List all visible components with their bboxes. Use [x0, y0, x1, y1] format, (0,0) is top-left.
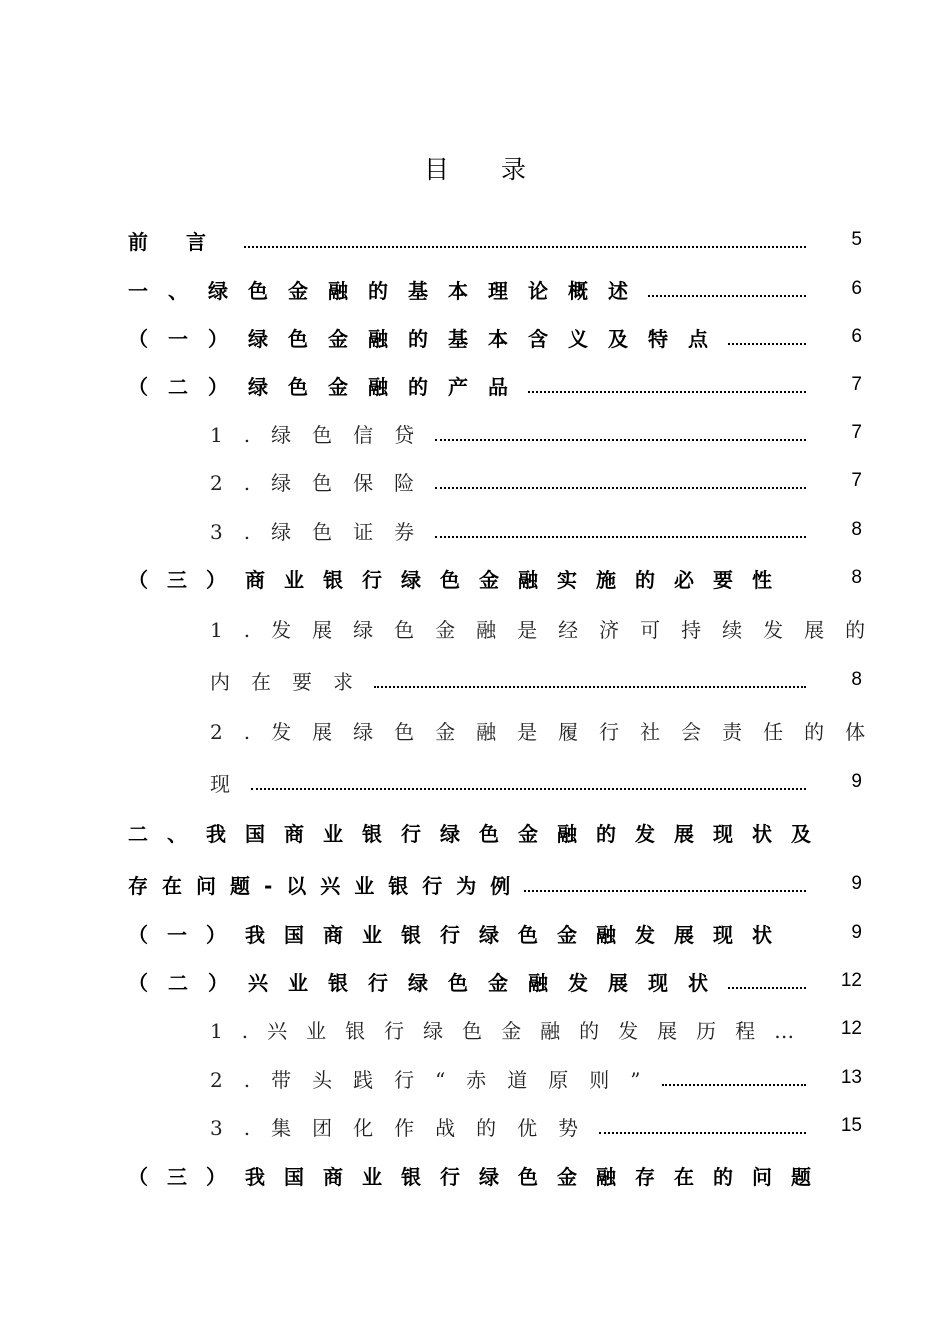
dot-leader: [528, 391, 806, 393]
toc-entry-text: 前言: [128, 229, 244, 254]
toc-entry-text: 1.兴业银行绿色金融的发展历程…: [210, 1018, 814, 1043]
page-title: 目录: [423, 155, 578, 184]
toc-page-number: 7: [851, 422, 862, 443]
toc-page-number: 6: [851, 278, 862, 299]
dot-leader: [251, 788, 806, 790]
dot-leader: [728, 343, 806, 345]
toc-entry-text: （二）兴业银行绿色金融发展现状: [128, 970, 728, 995]
toc-entry[interactable]: [128, 1160, 862, 1190]
toc-entry[interactable]: [210, 418, 862, 448]
toc-entry[interactable]: [210, 1014, 862, 1044]
dot-leader: [524, 890, 806, 892]
toc-entry[interactable]: [210, 665, 862, 695]
toc-page-number: 8: [851, 519, 862, 540]
toc-page-number: 15: [840, 1115, 862, 1136]
toc-page-number: 5: [851, 229, 862, 250]
toc-page-number: 9: [851, 873, 862, 894]
toc-entry[interactable]: [210, 767, 862, 797]
toc-entry-text: （一）我国商业银行绿色金融发展现状: [128, 922, 791, 947]
dot-leader: [662, 1084, 806, 1086]
toc-entry[interactable]: [128, 966, 862, 996]
toc-entry-text-line1: 1.发展绿色金融是经济可持续发展的: [210, 618, 887, 642]
toc-page-number: 7: [851, 374, 862, 395]
toc-entry-text: （三）商业银行绿色金融实施的必要性: [128, 567, 791, 592]
toc-entry-text: 2.带头践行“赤道原则”: [210, 1067, 662, 1092]
dot-leader: [435, 439, 806, 441]
toc-entry[interactable]: [210, 515, 862, 545]
dot-leader: [374, 686, 806, 688]
toc-entry-text: 1.绿色信贷: [210, 422, 436, 447]
toc-page-number: 12: [840, 970, 862, 991]
toc-entry[interactable]: [210, 1111, 862, 1141]
toc-page-number: 13: [840, 1067, 862, 1088]
toc-entry-text-line2: 内在要求: [210, 669, 374, 694]
toc-entry-text-line2: 现: [210, 771, 251, 796]
toc-entry-text: （二）绿色金融的产品: [128, 374, 528, 399]
toc-entry[interactable]: [128, 370, 862, 400]
dot-leader: [728, 987, 806, 989]
toc-page-number: 8: [851, 567, 862, 588]
toc-entry[interactable]: [128, 869, 862, 899]
toc-entry[interactable]: [128, 274, 862, 304]
toc-entry-text: 2.绿色保险: [210, 470, 436, 495]
toc-page-number: 9: [851, 922, 862, 943]
dot-leader: [244, 246, 806, 248]
toc-page-number: 9: [851, 771, 862, 792]
toc-entry[interactable]: [128, 322, 862, 352]
toc-page-number: 8: [851, 669, 862, 690]
dot-leader: [435, 536, 806, 538]
toc-page-number: 7: [851, 470, 862, 491]
toc-page-number: 6: [851, 326, 862, 347]
toc-entry[interactable]: [128, 225, 862, 255]
toc-entry-text-line2: 存在问题-以兴业银行为例: [128, 873, 525, 898]
dot-leader: [599, 1132, 806, 1134]
toc-entry[interactable]: [210, 466, 862, 496]
toc-entry[interactable]: [210, 1063, 862, 1093]
toc-entry[interactable]: [128, 918, 862, 948]
toc-page-number: 12: [840, 1018, 862, 1039]
toc-entry-text: （三）我国商业银行绿色金融存在的问题: [128, 1164, 830, 1189]
toc-entry-text: （一）绿色金融的基本含义及特点: [128, 326, 728, 351]
toc-entry-text: 3.绿色证券: [210, 519, 436, 544]
toc-entry-text: 3.集团化作战的优势: [210, 1115, 600, 1140]
toc-entry[interactable]: [128, 563, 862, 593]
toc-entry-text-line1: 2.发展绿色金融是履行社会责任的体: [210, 720, 887, 744]
dot-leader: [648, 295, 806, 297]
dot-leader: [435, 487, 806, 489]
toc-entry-text: 一、绿色金融的基本理论概述: [128, 278, 648, 303]
toc-entry-text-line1: 二、我国商业银行绿色金融的发展现状及: [128, 822, 830, 846]
